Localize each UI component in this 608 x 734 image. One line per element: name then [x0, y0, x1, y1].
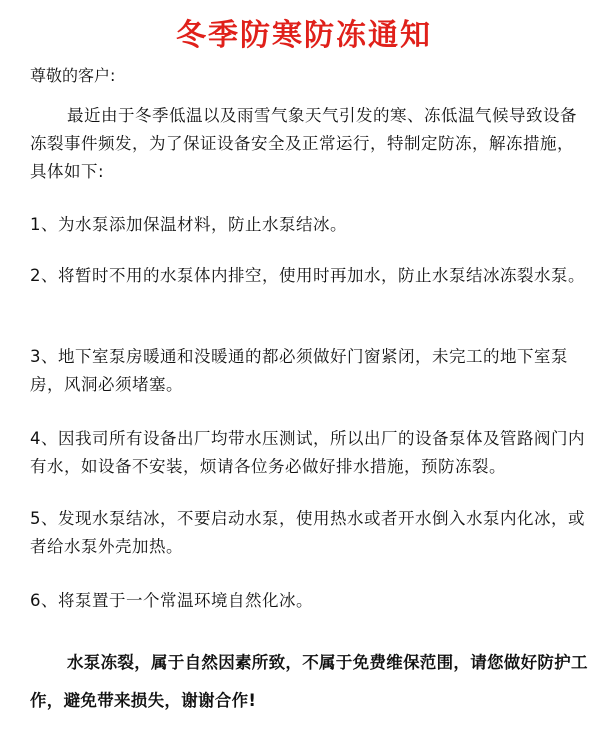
closing-notice: 水泵冻裂，属于自然因素所致，不属于免费维保范围，请您做好防护工作，避免带来损失，谢谢合作! [30, 653, 588, 710]
measure-item: 4、因我司所有设备出厂均带水压测试，所以出厂的设备泵体及管路阀门内有水，如设备不安装，烦请各位务必做好排水措施，预防冻裂。 [30, 429, 585, 476]
measure-item: 5、发现水泵结冰，不要启动水泵，使用热水或者开水倒入水泵内化冰，或者给水泵外壳加热。 [30, 509, 585, 556]
measure-item: 1、为水泵添加保温材料，防止水泵结冰。 [30, 215, 347, 234]
intro-paragraph: 最近由于冬季低温以及雨雪气象天气引发的寒、冻低温气候导致设备冻裂事件频发，为了保证设备安全及正常运行，特制定防冻，解冻措施，具体如下: [30, 106, 577, 181]
notice-title: 冬季防寒防冻通知 [176, 18, 432, 53]
salutation: 尊敬的客户: [30, 66, 116, 85]
measure-item: 3、地下室泵房暖通和没暖通的都必须做好门窗紧闭，未完工的地下室泵房，风洞必须堵塞。 [30, 347, 568, 394]
measure-item: 2、将暂时不用的水泵体内排空，使用时再加水，防止水泵结冰冻裂水泵。 [30, 266, 585, 285]
measure-item: 6、将泵置于一个常温环境自然化冰。 [30, 591, 313, 610]
